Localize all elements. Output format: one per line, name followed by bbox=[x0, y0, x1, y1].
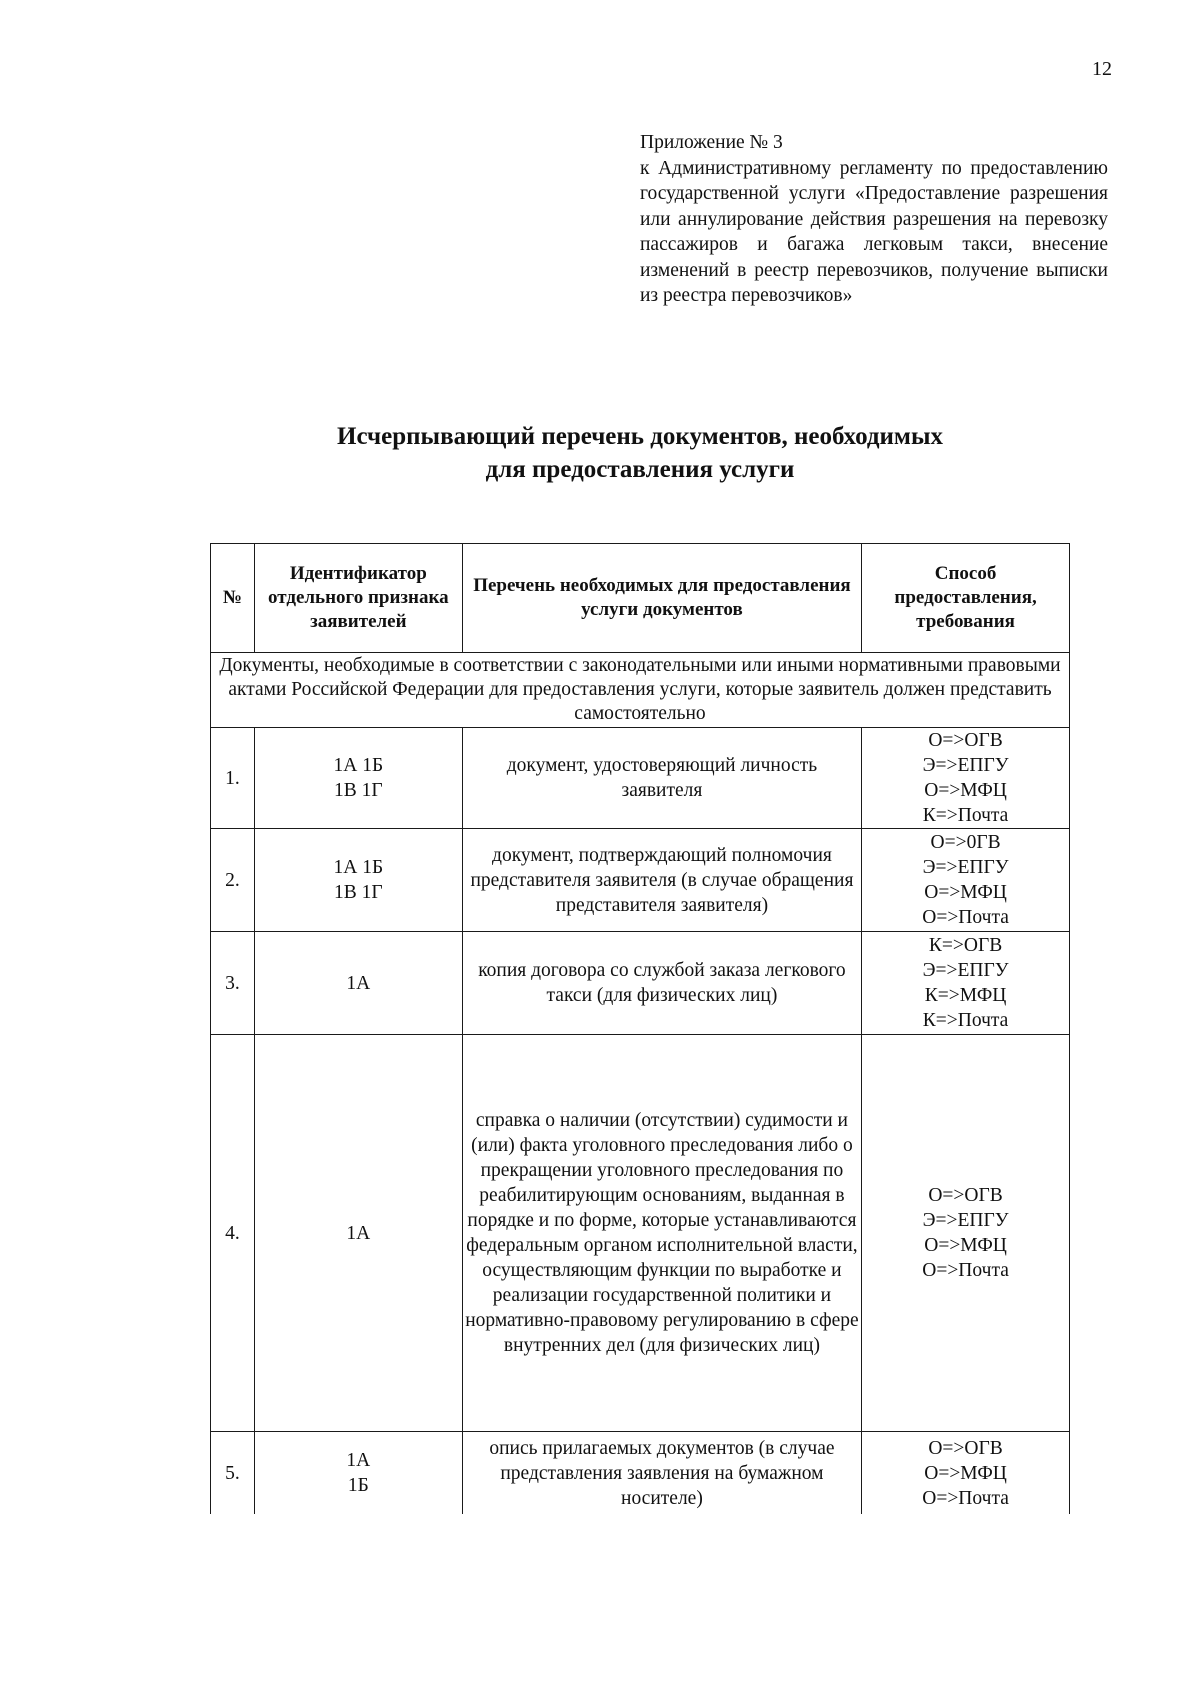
row-num: 3. bbox=[211, 932, 255, 1035]
row-document: опись прилагаемых документов (в случае представления заявления на бумажном носителе) bbox=[462, 1432, 861, 1515]
method-item: О=>ОГВ bbox=[928, 1185, 1003, 1206]
row-identifier bbox=[254, 829, 462, 932]
method-item: О=>Почта bbox=[922, 1260, 1009, 1281]
identifier-line: 1Б bbox=[347, 1475, 369, 1496]
header-documents: Перечень необходимых для предоставления услуги документов bbox=[462, 544, 861, 653]
header-identifier: Идентификатор отдельного признака заявителей bbox=[254, 544, 462, 653]
method-item: К=>ОГВ bbox=[928, 935, 1003, 956]
row-methods bbox=[862, 1035, 1070, 1432]
row-document: документ, удостоверяющий личность заявителя bbox=[462, 728, 861, 829]
row-num: 4. bbox=[211, 1035, 255, 1432]
table-row bbox=[211, 1035, 1070, 1432]
table-row bbox=[211, 728, 1070, 829]
method-item: Э=>ЕПГУ bbox=[922, 857, 1009, 878]
section-row bbox=[211, 653, 1070, 728]
row-identifier bbox=[254, 1432, 462, 1515]
row-methods bbox=[862, 829, 1070, 932]
method-item: К=>Почта bbox=[922, 805, 1009, 826]
method-item: О=>МФЦ bbox=[924, 1462, 1007, 1484]
method-item: О=>0ГВ bbox=[930, 832, 1001, 853]
identifier-line: 1В 1Г bbox=[334, 780, 383, 801]
method-item: О=>Почта bbox=[922, 1487, 1009, 1509]
identifier-line: 1А bbox=[346, 1450, 371, 1471]
appendix-text: к Административному регламенту по предоставлению государственной услуги «Предоставление разрешения или аннулирование действия разрешения на перевозку пассажиров и багажа легковым такси, внесение изменений в реестр перевозчиков, получение выписки из реестра перевозчиков» bbox=[640, 157, 1108, 306]
row-document: справка о наличии (отсутствии) судимости и (или) факта уголовного преследования либо о прекращении уголовного преследования по реабилитирующим основаниям, выданная в порядке и по форме, которые устанавливаются федеральным органом исполнительной власти, осуществляющим функции по выработке и реализации государственной политики и нормативно-правовому регулированию в сфере внутренних дел (для физических лиц) bbox=[462, 1035, 861, 1432]
method-item: Э=>ЕПГУ bbox=[922, 960, 1009, 981]
table-header-row bbox=[211, 544, 1070, 653]
row-document: копия договора со службой заказа легкового такси (для физических лиц) bbox=[462, 932, 861, 1035]
method-item: О=>Почта bbox=[922, 907, 1009, 928]
row-identifier bbox=[254, 1035, 462, 1432]
table-row bbox=[211, 932, 1070, 1035]
row-identifier bbox=[254, 932, 462, 1035]
document-title-line-2: для предоставления услуги bbox=[485, 456, 795, 483]
method-item: О=>МФЦ bbox=[924, 780, 1007, 801]
identifier-line: 1А bbox=[346, 1222, 371, 1244]
identifier-line: 1В 1Г bbox=[334, 882, 383, 903]
row-num: 5. bbox=[211, 1432, 255, 1515]
table-row bbox=[211, 1432, 1070, 1515]
method-item: Э=>ЕПГУ bbox=[922, 755, 1009, 776]
document-title-line-1: Исчерпывающий перечень документов, необходимых bbox=[337, 423, 943, 450]
method-item: К=>МФЦ bbox=[924, 985, 1007, 1006]
method-item: О=>МФЦ bbox=[924, 1235, 1007, 1256]
header-num: № bbox=[211, 544, 255, 653]
identifier-line: 1А bbox=[346, 972, 371, 994]
row-num: 2. bbox=[211, 829, 255, 932]
method-item: К=>Почта bbox=[922, 1010, 1009, 1031]
table-row bbox=[211, 829, 1070, 932]
method-item: О=>ОГВ bbox=[928, 730, 1003, 751]
identifier-line: 1А 1Б bbox=[333, 857, 384, 878]
row-methods bbox=[862, 932, 1070, 1035]
row-methods bbox=[862, 728, 1070, 829]
row-identifier bbox=[254, 728, 462, 829]
header-method: Способ предоставления, требования bbox=[862, 544, 1070, 653]
section-caption: Документы, необходимые в соответствии с законодательными или иными нормативными правовыми актами Российской Федерации для предоставления услуги, которые заявитель должен представить самостоятельно bbox=[211, 653, 1070, 728]
documents-table bbox=[210, 543, 1070, 1514]
row-document: документ, подтверждающий полномочия представителя заявителя (в случае обращения представителя заявителя) bbox=[462, 829, 861, 932]
method-item: Э=>ЕПГУ bbox=[922, 1210, 1009, 1231]
appendix-block bbox=[640, 130, 1108, 309]
identifier-line: 1А 1Б bbox=[333, 755, 384, 776]
document-title bbox=[0, 420, 1200, 486]
row-num: 1. bbox=[211, 728, 255, 829]
method-item: О=>МФЦ bbox=[924, 882, 1007, 903]
method-item: О=>ОГВ bbox=[928, 1437, 1003, 1459]
row-methods bbox=[862, 1432, 1070, 1515]
page-number: 12 bbox=[1092, 58, 1112, 80]
appendix-title: Приложение № 3 bbox=[640, 132, 783, 153]
